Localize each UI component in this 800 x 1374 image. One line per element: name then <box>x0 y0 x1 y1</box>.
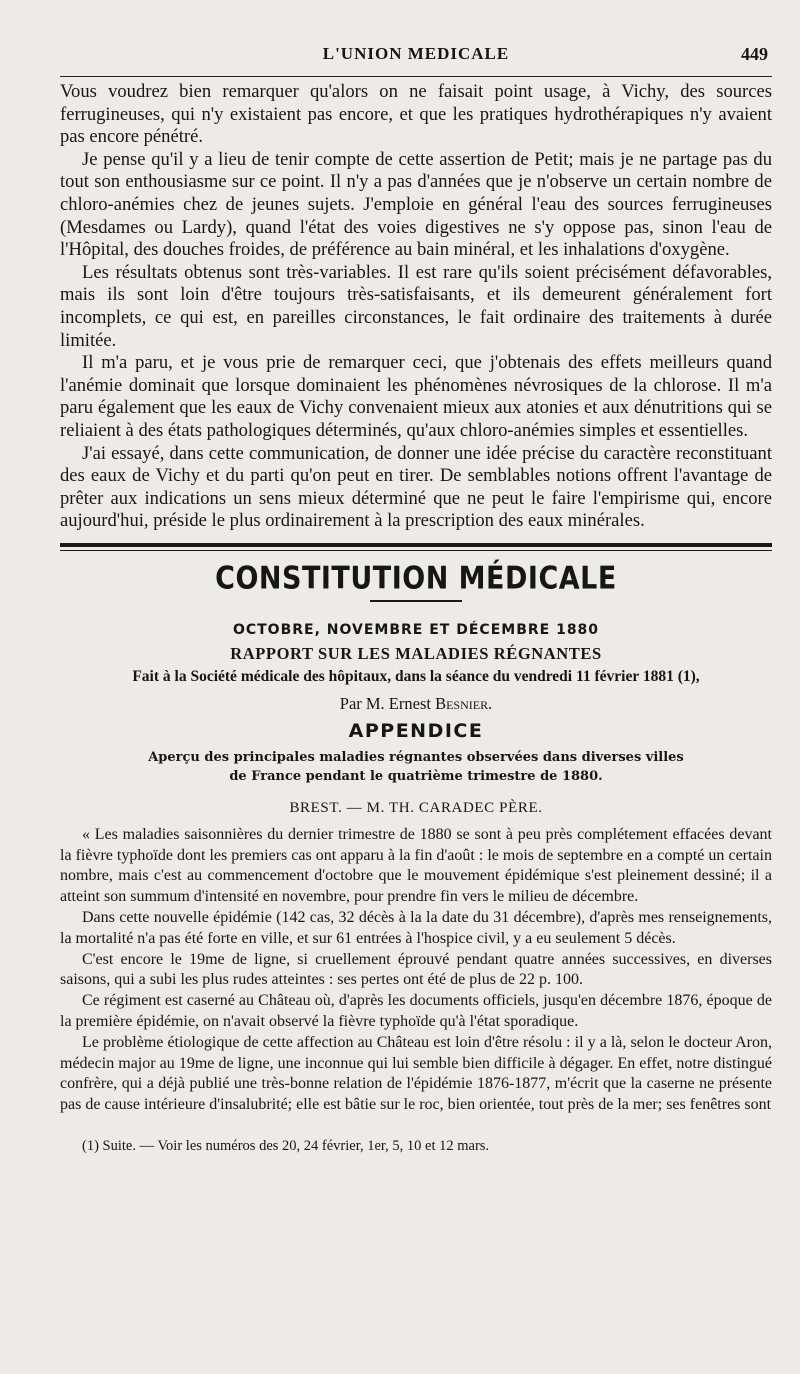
journal-title: L'UNION MEDICALE <box>322 44 510 63</box>
running-head <box>60 38 772 77</box>
report-period: OCTOBRE, NOVEMBRE ET DÉCEMBRE 1880 <box>232 621 600 638</box>
paragraph: Ce régiment est caserné au Château où, d'après les documents officiels, jusqu'en décembre 1876, époque de la première épidémie, on n'avait observé la fièvre typhoïde qu'à l'état sporadique. <box>60 992 772 1031</box>
paragraph: J'ai essayé, dans cette communication, de donner une idée précise du caractère reconstituant des eaux de Vichy et du parti qu'on peut en tirer. De semblables notions offrent l'avantage de prêter aux indications un sens mieux déterminé que ne peut le faire l'empirisme qui, encore aujourd'hui, préside le plus ordinairement à la prescription des eaux minérales. <box>60 442 772 532</box>
previous-article-body <box>60 81 772 533</box>
survey-line: Aperçu des principales maladies régnantes observées dans diverses villes <box>148 749 684 765</box>
paragraph: Les résultats obtenus sont très-variables. Il est rare qu'ils soient précisément défavorables, mais ils sont loin d'être toujours très-satisfaisants, et ils demeurent généralement fort incomplets, ce qui est, en pareilles circonstances, le fait ordinaire des traitements à durée limitée. <box>60 261 772 351</box>
section-divider <box>60 543 772 551</box>
paragraph: Vous voudrez bien remarquer qu'alors on ne faisait point usage, à Vichy, des sources ferrugineuses, qui n'y existaient pas encore, et que les pratiques hydrothérapiques n'y avaient pas encore pénétré. <box>60 81 772 148</box>
page-number: 449 <box>741 44 768 64</box>
paragraph: Il m'a paru, et je vous prie de remarquer ceci, que j'obtenais des effets meilleurs quand l'anémie dominait que lorsque dominaient les phénomènes névrosiques de la chlorose. Il m'a paru également que les eaux de Vichy convenaient mieux aux atonies et aux dénutritions qui se reliaient à des états pathologiques déterminés, qu'aux chloro-anémies simples et essentielles. <box>60 352 772 441</box>
survey-line: de France pendant le quatrième trimestre de 1880. <box>229 768 603 784</box>
society-line: Fait à la Société médicale des hôpitaux, dans la séance du vendredi 11 février 1881 (1), <box>132 667 700 685</box>
report-title: RAPPORT SUR LES MALADIES RÉGNANTES <box>230 643 602 663</box>
author-name: Besnier. <box>435 693 493 713</box>
report-body <box>60 825 772 1157</box>
author-line <box>60 694 772 714</box>
appendix-title: APPENDICE <box>348 719 484 742</box>
author-prefix: Par M. Ernest <box>339 693 431 713</box>
paragraph: Je pense qu'il y a lieu de tenir compte de cette assertion de Petit; mais je ne partage pas du tout son enthousiasme sur ce point. Il n'y a pas d'années que je n'observe un certain nombre de chloro-anémies chez de jeunes sujets. J'emploie en général l'eau des sources ferrugineuses (Mesdames ou Lardy), quand l'état des voies digestives ne s'y oppose pas, sinon l'eau de l'Hôpital, des douches froides, de préférence au bain minéral, et les inhalations d'oxygène. <box>60 148 772 261</box>
paragraph: Le problème étiologique de cette affection au Château est loin d'être résolu : il y a là, selon le docteur Aron, médecin major au 19me de ligne, une inconnue qui lui semble bien difficile à dégager. En effet, notre distingué confrère, qui a déjà publié une très-bonne relation de l'épidémie 1876-1877, m'écrit que la caserne ne présente pas de cause intérieure d'insalubrité; elle est bâtie sur le roc, bien orientée, tout près de la mer; ses fenêtres sont <box>60 1033 772 1114</box>
paragraph: C'est encore le 19me de ligne, si cruellement éprouvé pendant quatre années successives, en diverses saisons, qui a subi les plus rudes atteintes : ses pertes ont été de plus de 22 p. 100. <box>60 950 772 989</box>
survey-heading <box>60 748 772 786</box>
section-title: CONSTITUTION MÉDICALE <box>215 560 617 597</box>
title-underline <box>370 600 462 602</box>
city-heading: BREST. — M. TH. CARADEC PÈRE. <box>289 799 543 816</box>
footnote: (1) Suite. — Voir les numéros des 20, 24 février, 1er, 5, 10 et 12 mars. <box>82 1138 490 1155</box>
paragraph: « Les maladies saisonnières du dernier trimestre de 1880 se sont à peu près complétement effacées devant la fièvre typhoïde dont les premiers cas ont apparu à la fin d'août : le mois de septembre en a compté un certain nombre, mais c'est au commencement d'octobre que le mouvement épidémique s'est pleinement dessiné; il a atteint son summum d'intensité en novembre, pour prendre fin vers le milieu de décembre. <box>60 825 772 906</box>
paragraph: Dans cette nouvelle épidémie (142 cas, 32 décès à la la date du 31 décembre), d'après mes renseignements, la mortalité n'a pas été forte en ville, et sur 61 entrées à l'hospice civil, y a eu seulement 5 décès. <box>60 909 772 947</box>
